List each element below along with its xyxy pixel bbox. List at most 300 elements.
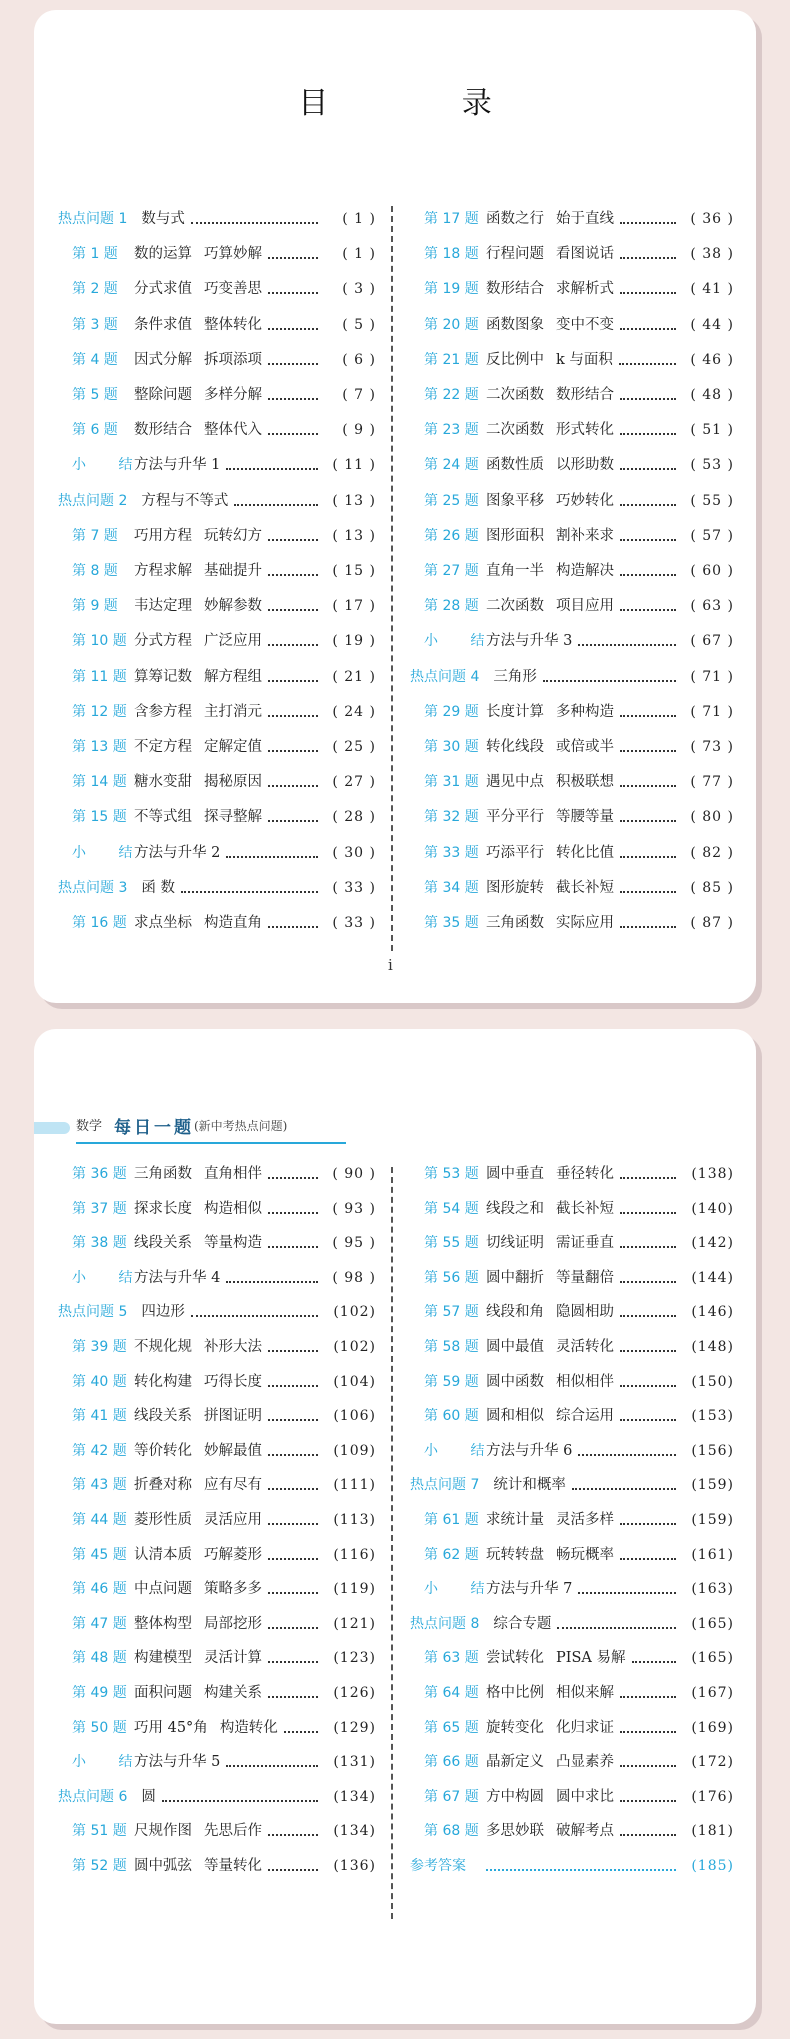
toc-entry-row[interactable] xyxy=(410,910,734,936)
toc-page-ref: (138) xyxy=(691,1166,734,1182)
toc-section-row[interactable] xyxy=(58,1784,376,1810)
toc-entry-subtitle: 隐圆相助 xyxy=(556,1304,614,1321)
toc-entry-label: 热点问题 7 xyxy=(410,1477,480,1494)
toc-entry-topic: 数形结合 xyxy=(486,281,544,298)
toc-entry-topic: 遇见中点 xyxy=(486,774,544,791)
toc-entry-topic: 韦达定理 xyxy=(134,598,192,615)
toc-summary-row[interactable] xyxy=(410,1438,734,1464)
leader-dots xyxy=(284,1731,318,1733)
toc-entry-row[interactable] xyxy=(410,452,734,478)
leader-dots xyxy=(268,1661,318,1663)
toc-entry-row[interactable] xyxy=(410,1680,734,1706)
toc-entry-row[interactable] xyxy=(410,558,734,584)
toc-entry-topic: 旋转变化 xyxy=(486,1719,544,1736)
toc-entry-label: 第 56 题 xyxy=(424,1269,479,1286)
toc-entry-row[interactable] xyxy=(58,312,376,338)
toc-entry-topic: 面积问题 xyxy=(134,1685,192,1701)
toc-entry-label: 小 结 xyxy=(72,1754,147,1771)
toc-entry-label: 第 67 题 xyxy=(424,1788,479,1805)
column-divider xyxy=(391,206,393,951)
toc-entry-subtitle: 截长补短 xyxy=(556,1200,614,1217)
toc-page-ref: (181) xyxy=(691,1823,734,1840)
toc-entry-label: 热点问题 8 xyxy=(410,1615,480,1632)
toc-page-ref: (148) xyxy=(691,1339,734,1355)
toc-entry-row[interactable] xyxy=(58,1507,376,1533)
toc-entry-label: 第 34 题 xyxy=(424,879,479,896)
toc-entry-label: 热点问题 4 xyxy=(410,668,480,685)
toc-entry-row[interactable] xyxy=(58,699,376,725)
toc-entry-row[interactable] xyxy=(58,523,376,549)
toc-entry-row[interactable] xyxy=(58,1715,376,1741)
leader-dots xyxy=(191,222,318,224)
toc-page-1 xyxy=(34,10,756,1003)
toc-entry-topic: 条件求值 xyxy=(134,316,192,333)
toc-entry-subtitle: 巧得长度 xyxy=(204,1373,262,1390)
leader-dots xyxy=(620,1800,676,1802)
toc-entry-subtitle: 补形大法 xyxy=(204,1339,262,1355)
toc-page-ref: ( 60 ) xyxy=(690,563,734,579)
leader-dots xyxy=(268,539,318,541)
toc-entry-topic: 认清本质 xyxy=(134,1546,192,1563)
toc-page-ref: (163) xyxy=(691,1581,734,1598)
toc-entry-label: 小 结 xyxy=(72,1269,147,1286)
toc-entry-row[interactable] xyxy=(410,1507,734,1533)
toc-page-ref: (136) xyxy=(333,1858,376,1874)
toc-entry-row[interactable] xyxy=(58,910,376,936)
toc-entry-row[interactable] xyxy=(410,276,734,302)
toc-entry-topic: 图形旋转 xyxy=(486,879,544,896)
toc-entry-row[interactable] xyxy=(410,593,734,619)
toc-page-ref: ( 11 ) xyxy=(332,457,376,474)
toc-entry-topic: 圆和相似 xyxy=(486,1408,544,1425)
toc-page-ref: (165) xyxy=(691,1615,734,1632)
toc-page-ref: ( 82 ) xyxy=(690,844,734,861)
toc-section-row[interactable] xyxy=(410,1611,734,1637)
toc-page-ref: ( 38 ) xyxy=(690,246,734,263)
leader-dots xyxy=(191,1315,318,1317)
toc-entry-topic: 整除问题 xyxy=(134,387,192,403)
page-title: 目 录 xyxy=(298,86,554,121)
toc-entry-topic: 尺规作图 xyxy=(134,1823,192,1840)
toc-section-row[interactable] xyxy=(58,488,376,514)
toc-entry-topic: 等价转化 xyxy=(134,1442,192,1459)
toc-entry-row[interactable] xyxy=(58,1472,376,1498)
toc-entry-topic: 二次函数 xyxy=(486,387,544,403)
toc-entry-topic: 求点坐标 xyxy=(134,915,192,931)
toc-entry-topic: 方法与升华 7 xyxy=(486,1581,573,1598)
leader-dots xyxy=(226,1281,318,1283)
toc-page-ref: ( 7 ) xyxy=(342,387,376,403)
toc-page-ref: ( 25 ) xyxy=(332,739,376,755)
toc-entry-row[interactable] xyxy=(58,1369,376,1395)
leader-dots xyxy=(268,609,318,611)
toc-entry-label: 第 30 题 xyxy=(424,739,479,755)
toc-summary-row[interactable] xyxy=(58,1749,376,1775)
toc-entry-topic: 算筹记数 xyxy=(134,668,192,685)
toc-entry-row[interactable] xyxy=(58,558,376,584)
toc-entry-row[interactable] xyxy=(58,664,376,690)
toc-entry-topic: 圆中垂直 xyxy=(486,1166,544,1182)
toc-entry-label: 第 42 题 xyxy=(72,1442,127,1459)
toc-entry-row[interactable] xyxy=(410,1749,734,1775)
toc-entry-topic: 方法与升华 6 xyxy=(486,1442,573,1459)
toc-page-ref: ( 36 ) xyxy=(690,211,734,227)
toc-entry-topic: 圆 xyxy=(141,1788,156,1805)
toc-entry-row[interactable] xyxy=(58,593,376,619)
toc-entry-label: 第 13 题 xyxy=(72,739,127,755)
leader-dots xyxy=(619,363,676,365)
toc-entry-label: 第 36 题 xyxy=(72,1166,127,1182)
toc-entry-topic: 切线证明 xyxy=(486,1235,544,1252)
toc-entry-subtitle: 等量转化 xyxy=(204,1858,262,1874)
toc-section-row[interactable] xyxy=(410,664,734,690)
toc-page-ref: (153) xyxy=(691,1408,734,1425)
toc-page-ref: (161) xyxy=(691,1546,734,1563)
leader-dots xyxy=(620,1765,676,1767)
toc-entry-label: 第 5 题 xyxy=(72,387,118,403)
toc-entry-topic: 统计和概率 xyxy=(493,1477,566,1494)
leader-dots xyxy=(268,1454,318,1456)
leader-dots xyxy=(268,363,318,365)
toc-page-ref: ( 6 ) xyxy=(342,351,376,368)
toc-entry-row[interactable] xyxy=(410,417,734,443)
toc-entry-subtitle: 解方程组 xyxy=(204,668,262,685)
leader-dots xyxy=(620,1315,676,1317)
toc-entry-row[interactable] xyxy=(410,1161,734,1187)
toc-entry-topic: 数形结合 xyxy=(134,422,192,439)
leader-dots xyxy=(268,574,318,576)
toc-page-ref: ( 46 ) xyxy=(690,351,734,368)
toc-entry-subtitle: 构建关系 xyxy=(204,1685,262,1701)
toc-entry-row[interactable] xyxy=(58,417,376,443)
toc-page-ref: (146) xyxy=(691,1304,734,1321)
toc-page-ref: ( 30 ) xyxy=(332,844,376,861)
toc-entry-label: 第 68 题 xyxy=(424,1823,479,1840)
toc-entry-topic: 转化构建 xyxy=(134,1373,192,1390)
toc-entry-label: 第 8 题 xyxy=(72,563,118,579)
toc-entry-row[interactable] xyxy=(410,312,734,338)
leader-dots xyxy=(268,257,318,259)
toc-entry-row[interactable] xyxy=(58,1818,376,1844)
leader-dots xyxy=(162,1800,318,1802)
toc-page-ref: ( 9 ) xyxy=(342,422,376,439)
toc-entry-subtitle: 妙解参数 xyxy=(204,598,262,615)
toc-entry-row[interactable] xyxy=(410,347,734,373)
toc-entry-topic: 含参方程 xyxy=(134,703,192,720)
toc-entry-row[interactable] xyxy=(58,347,376,373)
toc-entry-row[interactable] xyxy=(410,1299,734,1325)
toc-entry-topic: 方程求解 xyxy=(134,563,192,579)
toc-page-ref: (134) xyxy=(333,1823,376,1840)
leader-dots xyxy=(268,292,318,294)
toc-entry-topic: 函数之行 xyxy=(486,211,544,227)
toc-entry-label: 第 61 题 xyxy=(424,1512,479,1528)
toc-entry-subtitle: 垂径转化 xyxy=(556,1166,614,1182)
toc-entry-row[interactable] xyxy=(58,276,376,302)
leader-dots xyxy=(620,820,676,822)
leader-dots xyxy=(268,1385,318,1387)
leader-dots xyxy=(620,398,676,400)
toc-entry-topic: 晶新定义 xyxy=(486,1754,544,1771)
leader-dots xyxy=(620,609,676,611)
toc-entry-row[interactable] xyxy=(410,1230,734,1256)
toc-entry-row[interactable] xyxy=(410,1265,734,1291)
leader-dots xyxy=(268,644,318,646)
toc-entry-row[interactable] xyxy=(58,1334,376,1360)
toc-entry-row[interactable] xyxy=(58,241,376,267)
toc-page-ref: ( 71 ) xyxy=(690,668,734,685)
toc-summary-row[interactable] xyxy=(58,452,376,478)
toc-page-ref: ( 95 ) xyxy=(332,1235,376,1252)
leader-dots xyxy=(620,539,676,541)
toc-entry-topic: 函数性质 xyxy=(486,457,544,474)
toc-page-ref: (111) xyxy=(333,1477,376,1494)
toc-entry-topic: 数与式 xyxy=(141,211,185,227)
toc-section-row[interactable] xyxy=(410,1472,734,1498)
toc-entry-topic: 菱形性质 xyxy=(134,1512,192,1528)
toc-entry-label: 第 62 题 xyxy=(424,1546,479,1563)
leader-dots xyxy=(268,1834,318,1836)
toc-entry-label: 第 45 题 xyxy=(72,1546,127,1563)
leader-dots xyxy=(578,1592,676,1594)
toc-entry-topic: 图形面积 xyxy=(486,527,544,544)
toc-entry-label: 第 2 题 xyxy=(72,281,118,298)
toc-section-row[interactable] xyxy=(58,1299,376,1325)
toc-entry-subtitle: 相似相伴 xyxy=(556,1373,614,1390)
toc-entry-label: 第 6 题 xyxy=(72,422,118,439)
toc-entry-row[interactable] xyxy=(410,699,734,725)
toc-entry-row[interactable] xyxy=(58,382,376,408)
toc-page-ref: ( 77 ) xyxy=(690,774,734,791)
toc-entry-label: 第 11 题 xyxy=(72,668,127,685)
toc-entry-row[interactable] xyxy=(58,1542,376,1568)
toc-page-ref: ( 93 ) xyxy=(332,1200,376,1217)
toc-entry-subtitle: 项目应用 xyxy=(556,598,614,615)
leader-dots xyxy=(620,891,676,893)
toc-entry-topic: 直角一半 xyxy=(486,563,544,579)
toc-entry-subtitle: 求解析式 xyxy=(556,281,614,298)
toc-entry-row[interactable] xyxy=(58,1611,376,1637)
toc-entry-subtitle: 应有尽有 xyxy=(204,1477,262,1494)
page-number: i xyxy=(388,956,393,974)
leader-dots xyxy=(632,1661,677,1663)
toc-entry-subtitle: 始于直线 xyxy=(556,211,614,227)
toc-entry-subtitle: 综合运用 xyxy=(556,1408,614,1425)
leader-dots xyxy=(620,1177,676,1179)
toc-entry-subtitle: 探寻整解 xyxy=(204,809,262,826)
leader-dots xyxy=(557,1627,676,1629)
toc-summary-row[interactable] xyxy=(410,628,734,654)
toc-entry-row[interactable] xyxy=(58,769,376,795)
toc-entry-topic: 图象平移 xyxy=(486,492,544,509)
toc-answers-row[interactable] xyxy=(410,1853,734,1879)
toc-entry-topic: 整体构型 xyxy=(134,1615,192,1632)
toc-entry-row[interactable] xyxy=(58,1438,376,1464)
toc-page-ref: ( 27 ) xyxy=(332,774,376,791)
toc-entry-row[interactable] xyxy=(410,1334,734,1360)
toc-entry-row[interactable] xyxy=(58,1230,376,1256)
toc-entry-topic: 尝试转化 xyxy=(486,1650,544,1667)
leader-dots xyxy=(620,856,676,858)
leader-dots xyxy=(268,1696,318,1698)
toc-page-ref: (134) xyxy=(333,1788,376,1805)
toc-entry-label: 第 41 题 xyxy=(72,1408,127,1425)
toc-entry-label: 第 31 题 xyxy=(424,774,479,791)
toc-entry-label: 第 22 题 xyxy=(424,387,479,403)
toc-entry-row[interactable] xyxy=(58,1853,376,1879)
toc-entry-topic: 数的运算 xyxy=(134,246,192,263)
toc-entry-topic: 巧添平行 xyxy=(486,844,544,861)
toc-summary-row[interactable] xyxy=(58,840,376,866)
toc-entry-topic: 线段和角 xyxy=(486,1304,544,1321)
leader-dots xyxy=(268,1592,318,1594)
toc-entry-row[interactable] xyxy=(410,488,734,514)
toc-entry-subtitle: 相似来解 xyxy=(556,1685,614,1701)
toc-page-ref: ( 53 ) xyxy=(690,457,734,474)
toc-entry-subtitle: 灵活转化 xyxy=(556,1339,614,1355)
leader-dots xyxy=(620,222,676,224)
toc-entry-subtitle: 割补来求 xyxy=(556,527,614,544)
toc-entry-row[interactable] xyxy=(410,1784,734,1810)
toc-entry-row[interactable] xyxy=(58,1196,376,1222)
toc-entry-label: 热点问题 5 xyxy=(58,1304,128,1321)
toc-page-ref: (142) xyxy=(691,1235,734,1252)
leader-dots xyxy=(620,1212,676,1214)
toc-page-ref: ( 15 ) xyxy=(332,563,376,579)
toc-page-ref: (169) xyxy=(691,1719,734,1736)
toc-entry-row[interactable] xyxy=(410,1369,734,1395)
leader-dots xyxy=(268,1869,318,1871)
toc-entry-row[interactable] xyxy=(58,1576,376,1602)
toc-entry-subtitle: 凸显素养 xyxy=(556,1754,614,1771)
toc-entry-topic: 分式求值 xyxy=(134,281,192,298)
toc-entry-row[interactable] xyxy=(58,734,376,760)
toc-entry-row[interactable] xyxy=(410,1196,734,1222)
toc-entry-label: 第 54 题 xyxy=(424,1200,479,1217)
toc-entry-row[interactable] xyxy=(410,875,734,901)
toc-page-ref: ( 80 ) xyxy=(690,809,734,826)
toc-entry-row[interactable] xyxy=(58,804,376,830)
toc-entry-row[interactable] xyxy=(410,523,734,549)
toc-entry-row[interactable] xyxy=(410,1715,734,1741)
toc-entry-topic: 分式方程 xyxy=(134,633,192,650)
toc-entry-subtitle: 拼图证明 xyxy=(204,1408,262,1425)
leader-dots xyxy=(572,1488,676,1490)
toc-entry-topic: 长度计算 xyxy=(486,703,544,720)
leader-dots xyxy=(268,1488,318,1490)
toc-entry-label: 第 38 题 xyxy=(72,1235,127,1252)
toc-page-ref: ( 3 ) xyxy=(342,281,376,298)
toc-entry-subtitle: 巧算妙解 xyxy=(204,246,262,263)
toc-entry-row[interactable] xyxy=(410,804,734,830)
toc-entry-topic: 函 数 xyxy=(141,879,175,896)
toc-entry-topic: 中点问题 xyxy=(134,1581,192,1598)
toc-entry-row[interactable] xyxy=(410,1542,734,1568)
leader-dots xyxy=(234,504,318,506)
toc-entry-row[interactable] xyxy=(58,1161,376,1187)
toc-entry-subtitle: 主打消元 xyxy=(204,703,262,720)
toc-page-ref: ( 5 ) xyxy=(342,316,376,333)
leader-dots xyxy=(620,715,676,717)
toc-entry-topic: 巧用方程 xyxy=(134,527,192,544)
leader-dots xyxy=(620,1523,676,1525)
header-subject: 数学 xyxy=(76,1119,103,1134)
toc-entry-row[interactable] xyxy=(410,1403,734,1429)
leader-dots xyxy=(620,1731,676,1733)
leader-dots xyxy=(268,1350,318,1352)
toc-entry-label: 第 53 题 xyxy=(424,1166,479,1182)
toc-entry-topic: 巧用 45°角 xyxy=(134,1719,208,1736)
toc-entry-subtitle: 巧解菱形 xyxy=(204,1546,262,1563)
toc-page-ref: ( 33 ) xyxy=(332,915,376,931)
header-decoration xyxy=(34,1122,70,1134)
toc-entry-row[interactable] xyxy=(410,241,734,267)
toc-entry-label: 第 43 题 xyxy=(72,1477,127,1494)
toc-entry-subtitle: 圆中求比 xyxy=(556,1788,614,1805)
toc-entry-row[interactable] xyxy=(410,734,734,760)
toc-page-ref: ( 13 ) xyxy=(332,492,376,509)
toc-entry-row[interactable] xyxy=(58,1645,376,1671)
toc-entry-subtitle: 广泛应用 xyxy=(204,633,262,650)
toc-page-ref: (121) xyxy=(333,1615,376,1632)
leader-dots xyxy=(620,1350,676,1352)
toc-entry-label: 小 结 xyxy=(424,633,499,650)
toc-page-ref: (113) xyxy=(333,1512,376,1528)
toc-entry-row[interactable] xyxy=(58,1680,376,1706)
toc-summary-row[interactable] xyxy=(58,1265,376,1291)
toc-entry-row[interactable] xyxy=(410,1818,734,1844)
toc-entry-label: 第 10 题 xyxy=(72,633,127,650)
toc-entry-label: 第 58 题 xyxy=(424,1339,479,1355)
toc-entry-row[interactable] xyxy=(410,382,734,408)
toc-entry-row[interactable] xyxy=(410,206,734,232)
toc-entry-topic: 探求长度 xyxy=(134,1200,192,1217)
toc-entry-subtitle: 灵活多样 xyxy=(556,1512,614,1528)
toc-entry-label: 小 结 xyxy=(424,1442,499,1459)
toc-entry-label: 第 37 题 xyxy=(72,1200,127,1217)
leader-dots xyxy=(620,292,676,294)
toc-entry-subtitle: k 与面积 xyxy=(556,351,613,368)
toc-page-ref: (126) xyxy=(333,1685,376,1701)
toc-summary-row[interactable] xyxy=(410,1576,734,1602)
toc-entry-row[interactable] xyxy=(410,769,734,795)
toc-entry-subtitle: 以形助数 xyxy=(556,457,614,474)
toc-section-row[interactable] xyxy=(58,875,376,901)
toc-entry-label: 参考答案 xyxy=(410,1858,466,1874)
toc-entry-subtitle: 化归求证 xyxy=(556,1719,614,1736)
toc-page-ref: ( 71 ) xyxy=(690,703,734,720)
toc-entry-row[interactable] xyxy=(410,1645,734,1671)
toc-entry-subtitle: 定解定值 xyxy=(204,739,262,755)
toc-entry-topic: 三角形 xyxy=(493,668,537,685)
toc-entry-topic: 圆中最值 xyxy=(486,1339,544,1355)
toc-entry-row[interactable] xyxy=(410,840,734,866)
toc-page-ref: ( 57 ) xyxy=(690,527,734,544)
toc-page-ref: (176) xyxy=(691,1788,734,1805)
header-underline xyxy=(76,1142,346,1144)
leader-dots xyxy=(226,1765,318,1767)
toc-entry-row[interactable] xyxy=(58,1403,376,1429)
toc-entry-row[interactable] xyxy=(58,628,376,654)
toc-entry-label: 第 64 题 xyxy=(424,1685,479,1701)
leader-dots xyxy=(268,820,318,822)
toc-page-ref: ( 1 ) xyxy=(342,246,376,263)
toc-page-ref: ( 41 ) xyxy=(690,281,734,298)
toc-entry-label: 第 7 题 xyxy=(72,527,118,544)
toc-page-ref: (129) xyxy=(333,1719,376,1736)
toc-entry-subtitle: 巧妙转化 xyxy=(556,492,614,509)
toc-section-row[interactable] xyxy=(58,206,376,232)
